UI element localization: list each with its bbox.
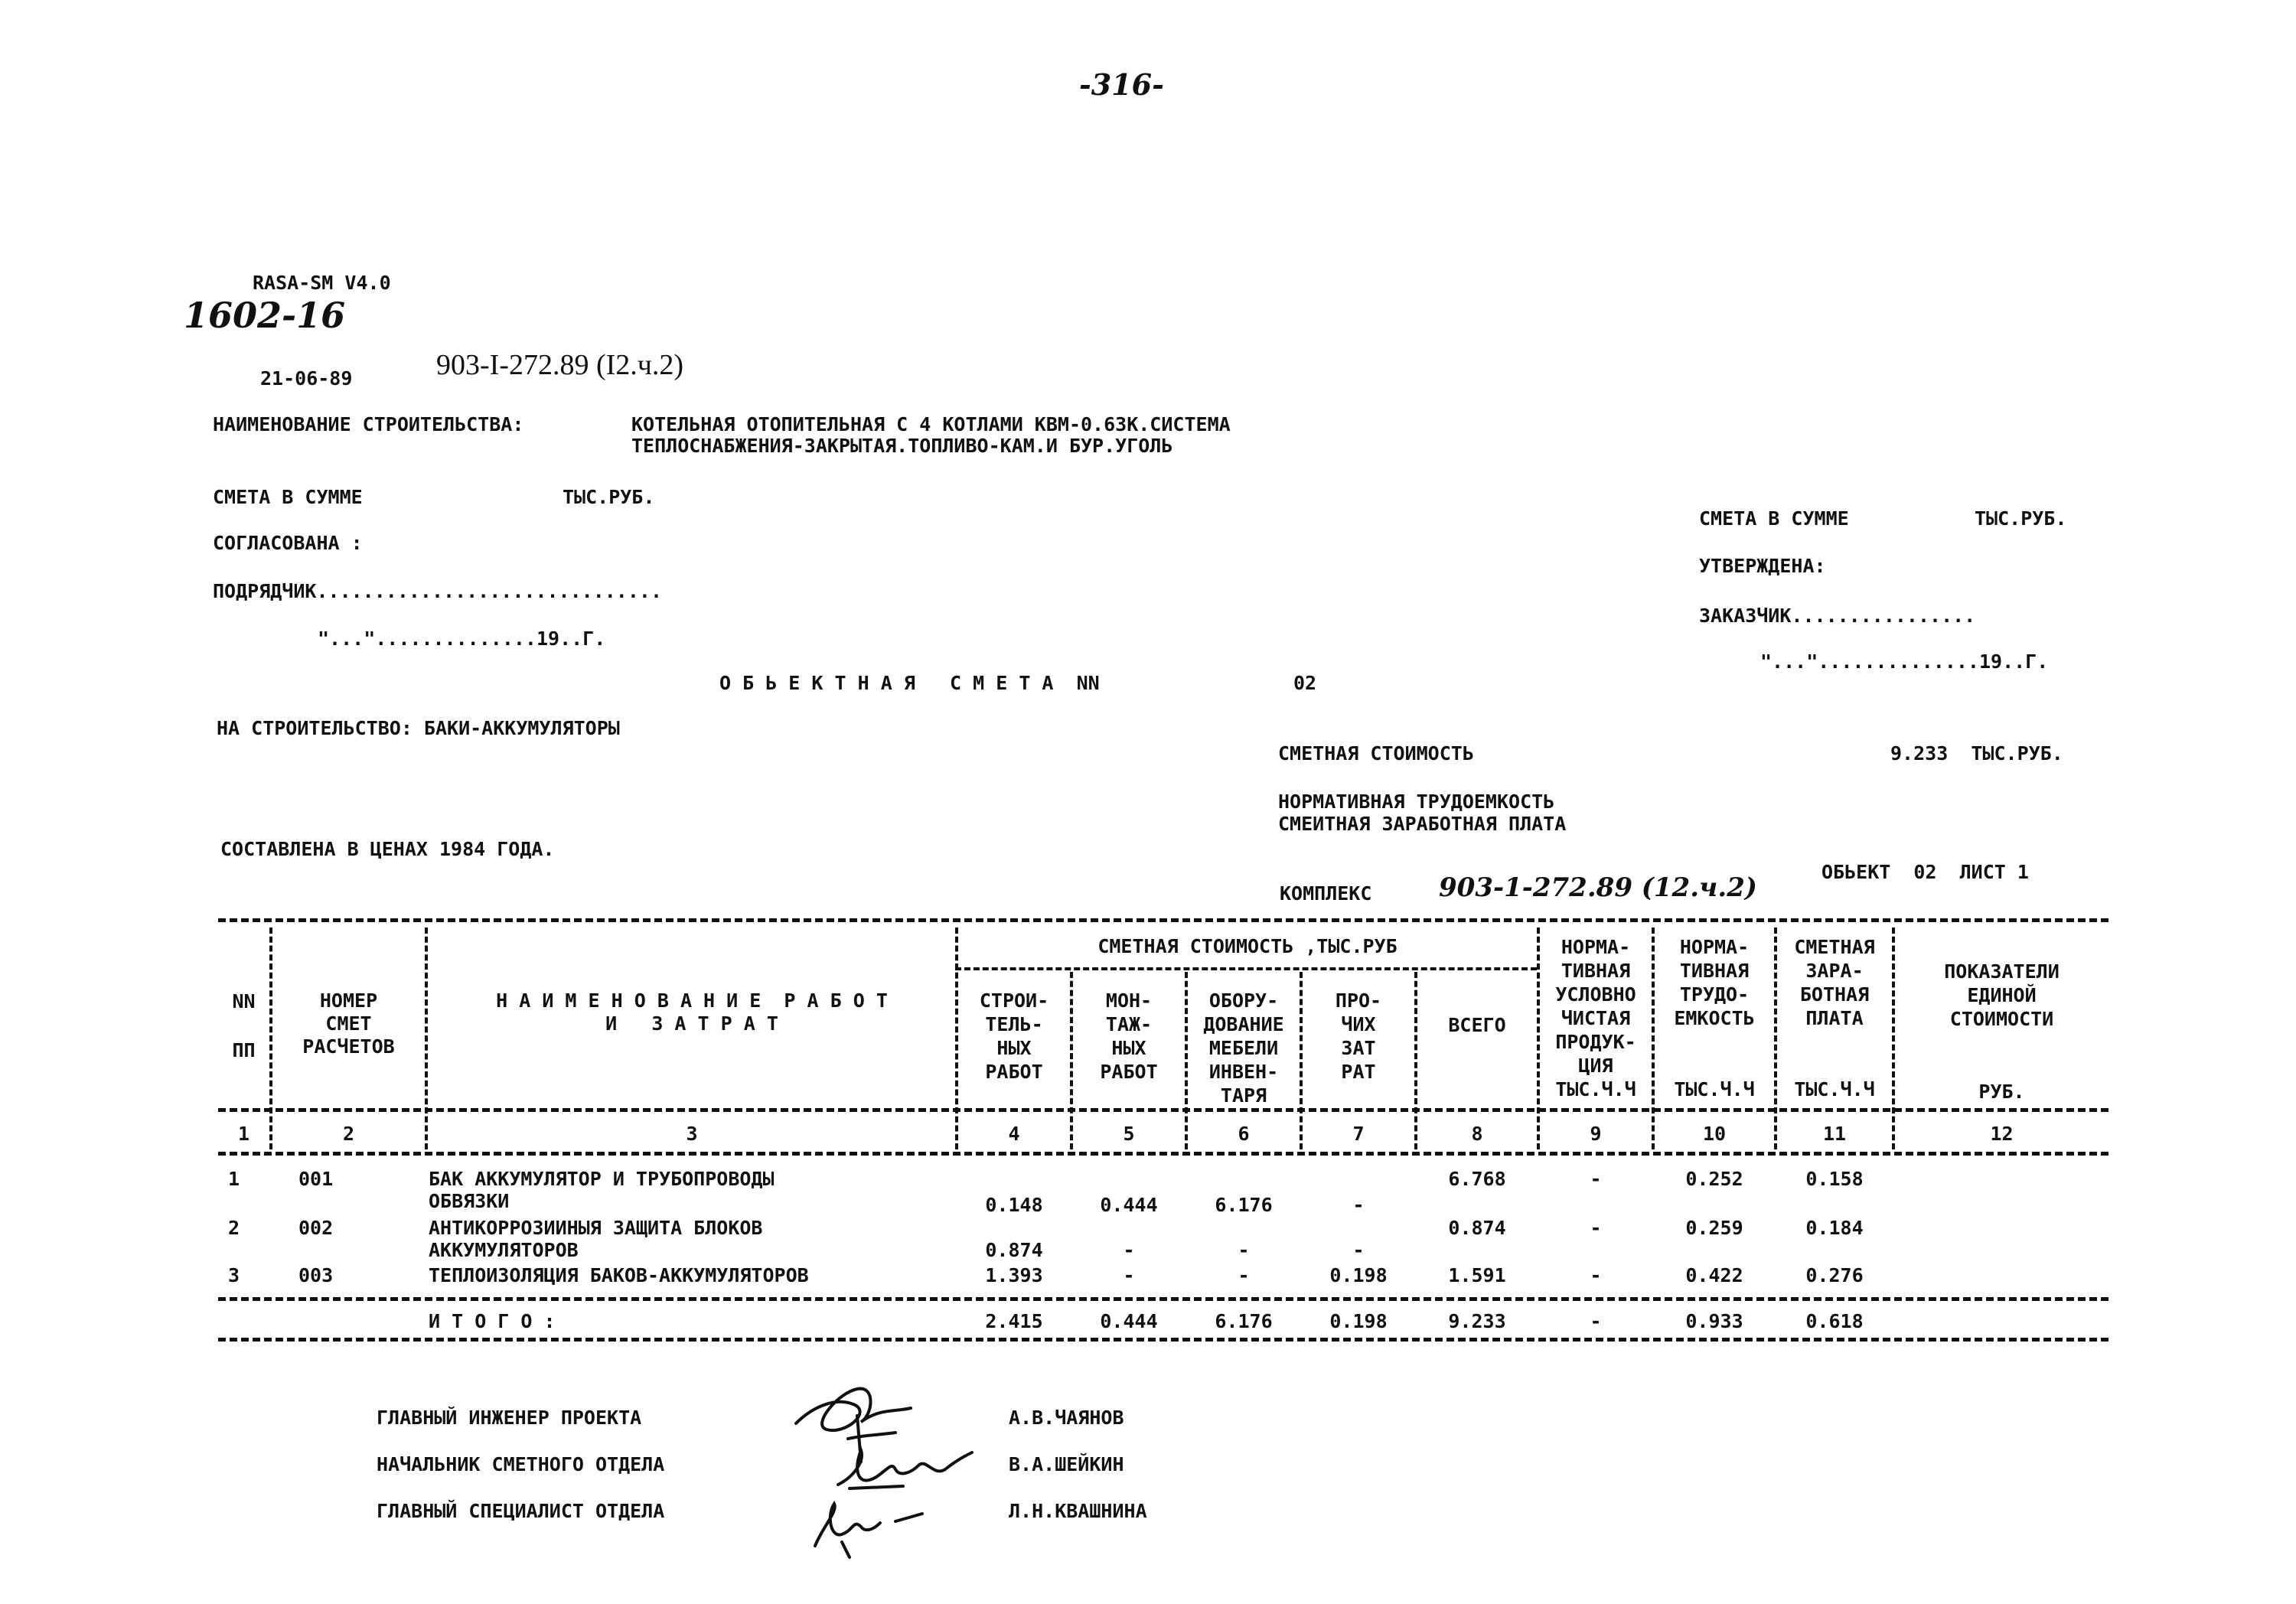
table-rule-bottom: [218, 1338, 2108, 1342]
header-col-10: НОРМА- ТИВНАЯ ТРУДО- ЕМКОСТЬ ТЫС.Ч.Ч: [1674, 936, 1755, 1100]
row-3-code: 003: [298, 1264, 334, 1286]
table-rule-body: [218, 1297, 2108, 1301]
row-1-other: -: [1352, 1194, 1365, 1216]
signer-1-title: ГЛАВНЫЙ ИНЖЕНЕР ПРОЕКТА: [377, 1407, 642, 1429]
row-3-wage: 0.276: [1805, 1264, 1864, 1286]
total-norm-prod: -: [1590, 1310, 1602, 1332]
header-col-12: ПОКАЗАТЕЛИ ЕДИНОЙ СТОИМОСТИ: [1944, 960, 2060, 1030]
row-3-total: 1.591: [1448, 1264, 1506, 1286]
colnum-2: 2: [342, 1123, 355, 1145]
header-col-7: ПРО- ЧИХ ЗАТ РАТ: [1335, 989, 1382, 1083]
colnum-11: 11: [1822, 1123, 1847, 1145]
estimate-sum-left: СМЕТА В СУММЕ: [213, 486, 363, 508]
row-2-equipment: -: [1238, 1239, 1250, 1261]
table-rule-subheader: [955, 967, 1537, 970]
signer-1-name: А.В.ЧАЯНОВ: [1009, 1407, 1124, 1429]
contractor-line: ПОДРЯДЧИК..............................: [213, 580, 662, 602]
header-col-12-unit: РУБ.: [1978, 1081, 2025, 1103]
row-2-other: -: [1352, 1239, 1365, 1261]
row-3-no: 3: [228, 1264, 240, 1286]
row-2-code: 002: [298, 1217, 334, 1239]
document-title: О Б Ь Е К Т Н А Я С М Е Т А NN: [719, 672, 1100, 694]
row-3-installation: -: [1123, 1264, 1135, 1286]
header-col-3: Н А И М Е Н О В А Н И Е Р А Б О Т И З А Т Р А Т: [496, 989, 888, 1035]
row-1-name-2: ОБВЯЗКИ: [429, 1190, 510, 1212]
object-sheet: ОБЬЕКТ 02 ЛИСТ 1: [1821, 861, 2029, 883]
row-1-construction: 0.148: [985, 1194, 1043, 1216]
row-1-installation: 0.444: [1100, 1194, 1158, 1216]
header-col-2: НОМЕР СМЕТ РАСЧЕТОВ: [302, 989, 395, 1058]
row-1-wage: 0.158: [1805, 1168, 1864, 1190]
total-total: 9.233: [1448, 1310, 1506, 1332]
wage-label: СМЕИТНАЯ ЗАРАБОТНАЯ ПЛАТА: [1278, 813, 1567, 835]
program-version: RASA-SM V4.0: [253, 272, 391, 294]
customer-line: ЗАКАЗЧИК................: [1699, 605, 1976, 627]
colnum-10: 10: [1702, 1123, 1727, 1145]
complex-label: КОМПЛЕКС: [1280, 882, 1372, 905]
row-1-no: 1: [228, 1168, 240, 1190]
colnum-5: 5: [1123, 1123, 1135, 1145]
row-1-labor: 0.252: [1685, 1168, 1743, 1190]
signer-3-title: ГЛАВНЫЙ СПЕЦИАЛИСТ ОТДЕЛА: [377, 1500, 665, 1522]
agreed-label: СОГЛАСОВАНА :: [213, 532, 363, 554]
estimate-unit-right: ТЫС.РУБ.: [1975, 507, 2067, 530]
table-rule-top: [218, 918, 2108, 922]
table-rule-numbers: [218, 1152, 2108, 1156]
row-2-installation: -: [1123, 1239, 1135, 1261]
row-1-equipment: 6.176: [1215, 1194, 1273, 1216]
row-2-wage: 0.184: [1805, 1217, 1864, 1239]
labor-label: НОРМАТИВНАЯ ТРУДОЕМКОСТЬ: [1278, 791, 1555, 813]
row-3-name-1: ТЕПЛОИЗОЛЯЦИЯ БАКОВ-АККУМУЛЯТОРОВ: [429, 1264, 809, 1286]
date-line-left: "..."..............19..Г.: [318, 628, 606, 650]
row-1-code: 001: [298, 1168, 334, 1190]
complex-value: 903-1-272.89 (12.ч.2): [1439, 872, 1757, 903]
cost-label: СМЕТНАЯ СТОИМОСТЬ: [1278, 742, 1474, 765]
header-col-8: ВСЕГО: [1448, 1014, 1506, 1036]
colnum-6: 6: [1238, 1123, 1250, 1145]
header-col-6: ОБОРУ- ДОВАНИЕ МЕБЕЛИ ИНВЕН- ТАРЯ: [1203, 989, 1284, 1107]
row-1-name-1: БАК АККУМУЛЯТОР И ТРУБОПРОВОДЫ: [429, 1168, 775, 1190]
colnum-7: 7: [1352, 1123, 1365, 1145]
total-other: 0.198: [1329, 1310, 1388, 1332]
signer-3-name: Л.Н.КВАШНИНА: [1009, 1500, 1147, 1522]
handwritten-signatures: [781, 1362, 995, 1561]
header-col-9: НОРМА- ТИВНАЯ УСЛОВНО ЧИСТАЯ ПРОДУК- ЦИЯ ТЫС.Ч.Ч: [1555, 936, 1636, 1100]
col-sep: [425, 928, 428, 1149]
total-label: И Т О Г О :: [429, 1310, 556, 1332]
total-installation: 0.444: [1100, 1310, 1158, 1332]
date-line-right: "..."..............19..Г.: [1760, 650, 2049, 673]
page-number: -316-: [1079, 67, 1164, 102]
row-2-name-2: АККУМУЛЯТОРОВ: [429, 1239, 579, 1261]
estimate-unit-left: ТЫС.РУБ.: [563, 486, 655, 508]
colnum-9: 9: [1590, 1123, 1602, 1145]
total-equipment: 6.176: [1215, 1310, 1273, 1332]
construction-line-1: КОТЕЛЬНАЯ ОТОПИТЕЛЬНАЯ С 4 КОТЛАМИ КВМ-0.63К.СИСТЕМА: [631, 413, 1231, 435]
total-wage: 0.618: [1805, 1310, 1864, 1332]
row-2-no: 2: [228, 1217, 240, 1239]
row-3-other: 0.198: [1329, 1264, 1388, 1286]
signer-2-title: НАЧАЛЬНИК СМЕТНОГО ОТДЕЛА: [377, 1453, 665, 1475]
colnum-12: 12: [1990, 1123, 2014, 1145]
signer-2-name: В.А.ШЕЙКИН: [1009, 1453, 1124, 1475]
colnum-3: 3: [686, 1123, 698, 1145]
total-labor: 0.933: [1685, 1310, 1743, 1332]
row-3-norm-prod: -: [1590, 1264, 1602, 1286]
header-col-5: МОН- ТАЖ- НЫХ РАБОТ: [1100, 989, 1158, 1083]
row-2-construction: 0.874: [985, 1239, 1043, 1261]
row-3-labor: 0.422: [1685, 1264, 1743, 1286]
row-2-name-1: АНТИКОРРОЗИИНЫЯ ЗАЩИТА БЛОКОВ: [429, 1217, 763, 1239]
date: 21-06-89: [260, 367, 353, 390]
estimate-sum-right: СМЕТА В СУММЕ: [1699, 507, 1849, 530]
row-2-total: 0.874: [1448, 1217, 1506, 1239]
prices-note: СОСТАВЛЕНА В ЦЕНАХ 1984 ГОДА.: [220, 838, 555, 860]
table-rule-header: [218, 1108, 2108, 1112]
construction-label: НАИМЕНОВАНИЕ СТРОИТЕЛЬСТВА:: [213, 413, 524, 435]
colnum-8: 8: [1471, 1123, 1483, 1145]
row-3-equipment: -: [1238, 1264, 1250, 1286]
colnum-4: 4: [1008, 1123, 1020, 1145]
archive-number: 1602-16: [184, 295, 346, 336]
colnum-1: 1: [237, 1123, 250, 1145]
row-2-norm-prod: -: [1590, 1217, 1602, 1239]
header-col-11: СМЕТНАЯ ЗАРА- БОТНАЯ ПЛАТА ТЫС.Ч.Ч: [1794, 936, 1875, 1100]
total-construction: 2.415: [985, 1310, 1043, 1332]
row-3-construction: 1.393: [985, 1264, 1043, 1286]
document-title-number: 02: [1293, 672, 1317, 694]
cost-value: 9.233 ТЫС.РУБ.: [1890, 742, 2063, 765]
row-1-norm-prod: -: [1590, 1168, 1602, 1190]
construction-line-2: ТЕПЛОСНАБЖЕНИЯ-ЗАКРЫТАЯ.ТОПЛИВО-КАМ.И БУР.УГОЛЬ: [631, 435, 1173, 457]
header-col-1: NN ПП: [232, 990, 256, 1061]
approved-label: УТВЕРЖДЕНА:: [1699, 555, 1826, 577]
header-col-4: СТРОИ- ТЕЛЬ- НЫХ РАБОТ: [979, 989, 1049, 1083]
project-code: 903-I-272.89 (I2.ч.2): [436, 349, 684, 381]
header-cost-group: СМЕТНАЯ СТОИМОСТЬ ,ТЫС.РУБ: [1097, 935, 1397, 957]
row-1-total: 6.768: [1448, 1168, 1506, 1190]
object-name: НА СТРОИТЕЛЬСТВО: БАКИ-АККУМУЛЯТОРЫ: [217, 717, 620, 739]
row-2-labor: 0.259: [1685, 1217, 1743, 1239]
